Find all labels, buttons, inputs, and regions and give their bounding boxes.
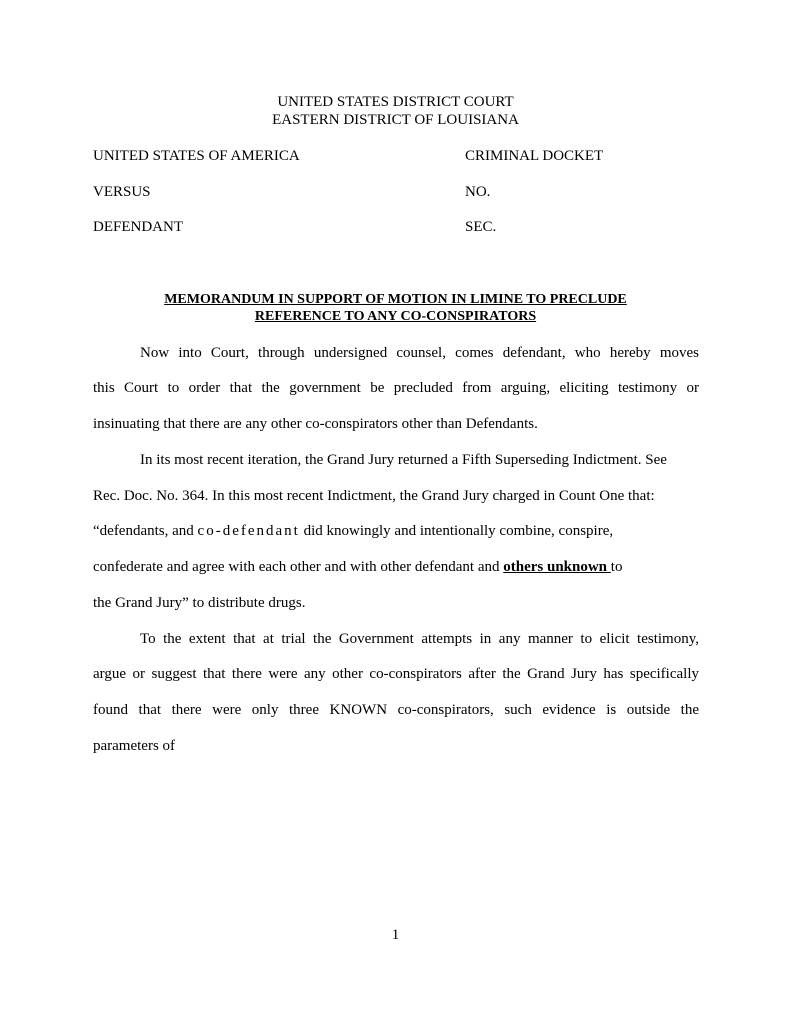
para2-line2: Rec. Doc. No. 364. In this most recent Indictment, the Grand Jury charged in Count One that: (93, 488, 655, 504)
quote-to: to (610, 559, 623, 575)
quote-confederate: confederate and agree with each other and with other defendant and (93, 559, 504, 575)
para1-line2: this Court to order that the government be precluded from arguing, eliciting testimony or (93, 380, 699, 396)
quote-codefendant: co-defendant (197, 523, 300, 539)
caption-section: SEC. (465, 219, 497, 235)
memo-title-line2: REFERENCE TO ANY CO-CONSPIRATORS (254, 309, 537, 324)
court-district: EASTERN DISTRICT OF LOUISIANA (272, 112, 519, 128)
para2-line4 (93, 558, 622, 576)
para1-line3: insinuating that there are any other co-conspirators other than Defendants. (93, 416, 538, 432)
page-number: 1 (391, 927, 400, 943)
para2-line1: In its most recent iteration, the Grand Jury returned a Fifth Superseding Indictment. See (140, 452, 667, 468)
caption-number: NO. (465, 184, 491, 200)
para3-line4: parameters of (93, 738, 176, 754)
quote-combine: did knowingly and intentionally combine, conspire, (299, 523, 614, 539)
para2-line3 (93, 522, 613, 540)
caption-plaintiff: UNITED STATES OF AMERICA (93, 148, 300, 164)
caption-defendant: DEFENDANT (93, 219, 183, 235)
caption-docket: CRIMINAL DOCKET (465, 148, 604, 164)
memo-title-line1: MEMORANDUM IN SUPPORT OF MOTION IN LIMINE TO PRECLUDE (164, 292, 627, 307)
para3-line2: argue or suggest that there were any other co-conspirators after the Grand Jury has specifically (93, 666, 699, 682)
para2-line5: the Grand Jury” to distribute drugs. (93, 595, 306, 611)
court-name: UNITED STATES DISTRICT COURT (277, 94, 514, 110)
para1-line1: Now into Court, through undersigned counsel, comes defendant, who hereby moves (140, 345, 699, 361)
quote-defendants: “defendants, and (93, 523, 198, 539)
caption-versus: VERSUS (93, 184, 151, 200)
para3-line1: To the extent that at trial the Government attempts in any manner to elicit testimony, (140, 631, 699, 647)
others-unknown-emphasis: others unknown (503, 559, 611, 575)
para3-line3: found that there were only three KNOWN co-conspirators, such evidence is outside the (93, 702, 699, 718)
